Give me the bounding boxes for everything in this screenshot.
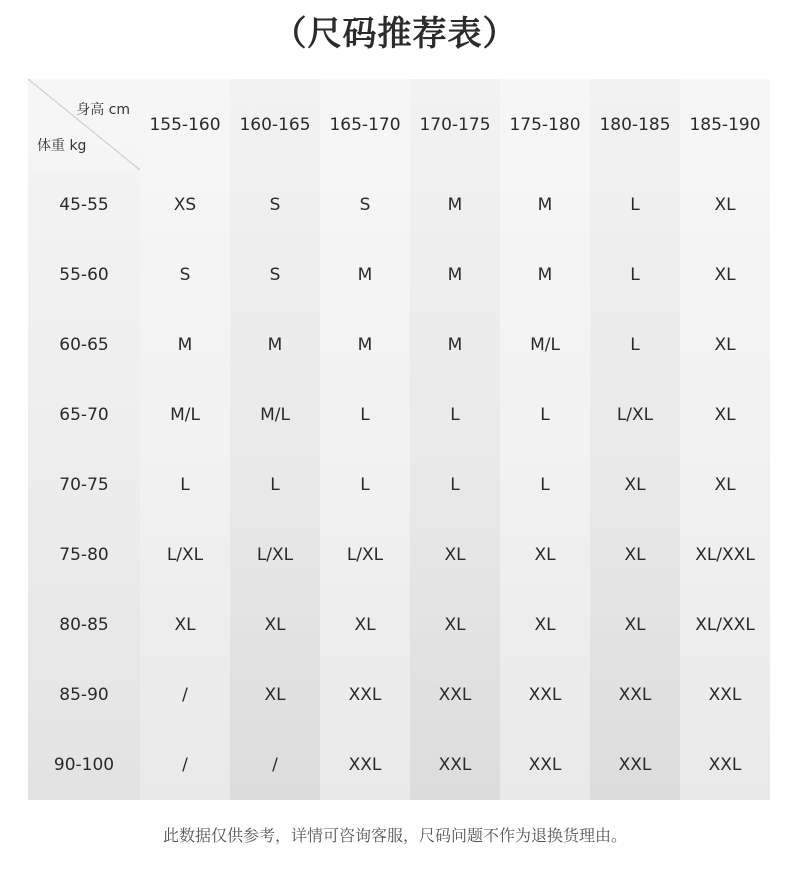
table-row	[28, 170, 770, 240]
table-header-row	[28, 79, 770, 170]
size-cell: XL	[444, 545, 466, 565]
size-cell: L	[140, 450, 230, 520]
disclaimer-note: 此数据仅供参考，详情可咨询客服，尺码问题不作为退换货理由。	[162, 826, 627, 845]
table-row	[28, 520, 770, 590]
size-cell: XXL	[680, 730, 770, 800]
weight-range-cell: 70-75	[28, 450, 140, 520]
size-cell: XXL	[500, 660, 590, 730]
weight-range-cell: 85-90	[28, 660, 140, 730]
size-cell: XL	[624, 545, 646, 565]
weight-range-cell: 55-60	[28, 240, 140, 310]
size-cell: L	[630, 335, 640, 355]
table-row	[28, 450, 770, 520]
table-corner-cell	[28, 79, 140, 170]
size-cell: XXL	[438, 755, 472, 775]
size-cell: XL	[500, 520, 590, 590]
size-cell: XXL	[320, 730, 410, 800]
weight-range-cell: 65-70	[28, 380, 140, 450]
size-cell: L	[320, 380, 410, 450]
size-cell: L	[320, 450, 410, 520]
size-cell: M	[320, 240, 410, 310]
page-title: （尺码推荐表）	[272, 14, 518, 54]
size-cell: L	[450, 405, 460, 425]
size-cell: XL	[680, 380, 770, 450]
size-cell: XL	[680, 450, 770, 520]
weight-range-cell: 60-65	[28, 310, 140, 380]
size-cell: S	[269, 265, 281, 285]
size-cell: XL/XXL	[680, 590, 770, 660]
table-row	[28, 590, 770, 660]
size-cell: L	[500, 380, 590, 450]
size-cell: M	[447, 195, 463, 215]
size-cell: S	[269, 195, 281, 215]
size-cell: L/XL	[256, 545, 294, 565]
weight-range-cell: 90-100	[28, 730, 140, 800]
size-cell: M	[500, 240, 590, 310]
size-cell: XL	[444, 615, 466, 635]
height-header: 180-185	[599, 114, 671, 135]
table-row	[28, 730, 770, 800]
size-cell: /	[140, 730, 230, 800]
table-row	[28, 660, 770, 730]
size-cell: M/L	[500, 310, 590, 380]
height-header: 185-190	[680, 79, 770, 170]
size-cell: L	[270, 475, 280, 495]
size-cell: XXL	[320, 660, 410, 730]
size-recommendation-table	[28, 79, 770, 800]
size-cell: M	[447, 335, 463, 355]
height-header: 155-160	[140, 79, 230, 170]
size-cell: XXL	[618, 685, 652, 705]
size-cell: XL	[264, 685, 286, 705]
weight-range-cell: 45-55	[28, 170, 140, 240]
size-cell: XXL	[438, 685, 472, 705]
size-cell: M/L	[140, 380, 230, 450]
size-cell: XL	[680, 240, 770, 310]
size-cell: XS	[140, 170, 230, 240]
size-cell: XL	[140, 590, 230, 660]
size-cell: L	[630, 195, 640, 215]
size-cell: XL	[500, 590, 590, 660]
size-cell: M	[140, 310, 230, 380]
weight-range-cell: 75-80	[28, 520, 140, 590]
height-header: 175-180	[500, 79, 590, 170]
size-cell: L	[630, 265, 640, 285]
table-row	[28, 380, 770, 450]
size-cell: XL/XXL	[680, 520, 770, 590]
size-cell: XL	[680, 170, 770, 240]
size-cell: S	[320, 170, 410, 240]
size-cell: XL	[320, 590, 410, 660]
size-cell: XXL	[680, 660, 770, 730]
height-header: 170-175	[419, 114, 491, 135]
size-cell: XL	[680, 310, 770, 380]
size-cell: XL	[264, 615, 286, 635]
size-cell: /	[140, 660, 230, 730]
size-cell: M	[447, 265, 463, 285]
table-row	[28, 240, 770, 310]
size-cell: M	[500, 170, 590, 240]
size-cell: L/XL	[320, 520, 410, 590]
height-header: 160-165	[239, 114, 311, 135]
size-cell: L	[500, 450, 590, 520]
size-cell: XL	[624, 615, 646, 635]
size-cell: M/L	[260, 405, 290, 425]
size-cell: XL	[624, 475, 646, 495]
table-row	[28, 310, 770, 380]
height-header: 165-170	[320, 79, 410, 170]
size-cell: L/XL	[616, 405, 654, 425]
weight-range-cell: 80-85	[28, 590, 140, 660]
size-cell: XXL	[500, 730, 590, 800]
size-cell: M	[320, 310, 410, 380]
size-cell: L/XL	[140, 520, 230, 590]
size-cell: /	[272, 755, 278, 775]
size-cell: XXL	[618, 755, 652, 775]
weight-axis-label: 体重 kg	[37, 138, 87, 154]
size-cell: M	[267, 335, 283, 355]
size-cell: S	[140, 240, 230, 310]
height-axis-label: 身高 cm	[76, 102, 130, 118]
size-cell: L	[450, 475, 460, 495]
